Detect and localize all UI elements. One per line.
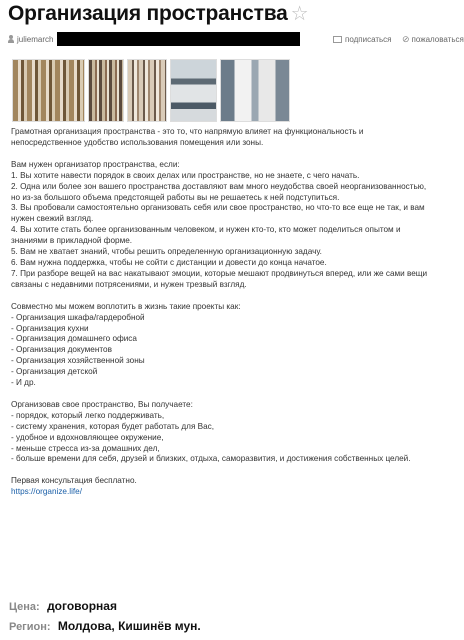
- list-item: 7. При разборе вещей на вас накатывают эмоции, которые мешают продвинуться вперед, или же сами вещи связаны с недавними потрясениями, и нужен трезвый взгляд.: [11, 268, 428, 289]
- need-title: Вам нужен организатор пространства, если:: [11, 159, 180, 169]
- complain-button[interactable]: [402, 34, 464, 45]
- list-item: - порядок, который легко поддерживать,: [11, 410, 165, 420]
- title-row: [8, 2, 309, 26]
- meta-row: [8, 31, 464, 47]
- gallery-image[interactable]: [12, 59, 85, 122]
- list-item: - И др.: [11, 378, 36, 388]
- star-outline-icon[interactable]: ☆: [290, 3, 309, 25]
- price-label: Цена:: [9, 601, 40, 613]
- gallery-image[interactable]: [127, 59, 167, 122]
- list-item: 5. Вам не хватает знаний, чтобы решить определенную организационную задачу.: [11, 247, 322, 257]
- list-item: 6. Вам нужна поддержка, чтобы не сойти с дистанции и довести до конца начатое.: [11, 257, 327, 267]
- photo-gallery: [12, 59, 290, 122]
- page-title: Организация пространства: [8, 2, 288, 25]
- region-value: Молдова, Кишинёв мун.: [57, 619, 201, 633]
- envelope-icon: [333, 36, 342, 43]
- website-link[interactable]: https://organize.life/: [11, 487, 82, 497]
- price-field: [9, 599, 117, 613]
- intro-text: Грамотная организация пространства - это то, что напрямую влияет на функциональность и непосредственное удобство использования помещения или зоны.: [11, 127, 364, 147]
- gallery-image[interactable]: [220, 59, 290, 122]
- username-link[interactable]: juliemarch: [17, 34, 54, 44]
- list-item: - Организация документов: [11, 345, 112, 355]
- list-item: - систему хранения, которая будет работать для Вас,: [11, 421, 215, 431]
- subscribe-button[interactable]: [333, 35, 392, 44]
- list-item: - меньше стресса из-за домашних дел,: [11, 443, 160, 453]
- list-item: - Организация шкафа/гардеробной: [11, 312, 145, 322]
- list-item: 3. Вы пробовали самостоятельно организовать себя или свое пространство, но что-то все еще не так, и вам нужен свежий взгляд.: [11, 203, 425, 224]
- benefits-title: Организовав свое пространство, Вы получаете:: [11, 399, 193, 409]
- list-item: - Организация хозяйственной зоны: [11, 356, 145, 366]
- list-item: - Организация домашнего офиса: [11, 334, 137, 344]
- projects-title: Совместно мы можем воплотить в жизнь такие проекты как:: [11, 301, 241, 311]
- list-item: - больше времени для себя, друзей и близких, отдыха, саморазвития, и достижения собственных целей.: [11, 454, 411, 464]
- consult-text: Первая консультация бесплатно.: [11, 476, 137, 486]
- list-item: 2. Одна или более зон вашего пространства доставляют вам много неудобства своей неорганизованностью, но из-за большого объема предстоящей работы вы не решаетесь к ней подступиться.: [11, 181, 427, 202]
- price-value: договорная: [47, 599, 117, 613]
- list-item: - Организация кухни: [11, 323, 89, 333]
- complain-label: пожаловаться: [411, 34, 464, 44]
- list-item: 4. Вы хотите стать более организованным человеком, и нужен кто-то, кто может поделиться опытом и знаниями в прикладной форме.: [11, 225, 401, 246]
- warning-icon: ⊘: [402, 33, 410, 44]
- list-item: - Организация детской: [11, 367, 98, 377]
- list-item: - удобное и вдохновляющее окружение,: [11, 432, 164, 442]
- list-item: 1. Вы хотите навести порядок в своих делах или пространстве, но не знаете, с чего начать.: [11, 170, 360, 180]
- region-field: [9, 619, 201, 633]
- user-icon: [8, 35, 14, 43]
- gallery-image[interactable]: [88, 59, 124, 122]
- redacted-block: [57, 32, 300, 46]
- subscribe-label: подписаться: [345, 34, 392, 44]
- description: [11, 127, 436, 498]
- region-label: Регион:: [9, 621, 51, 633]
- gallery-image[interactable]: [170, 59, 217, 122]
